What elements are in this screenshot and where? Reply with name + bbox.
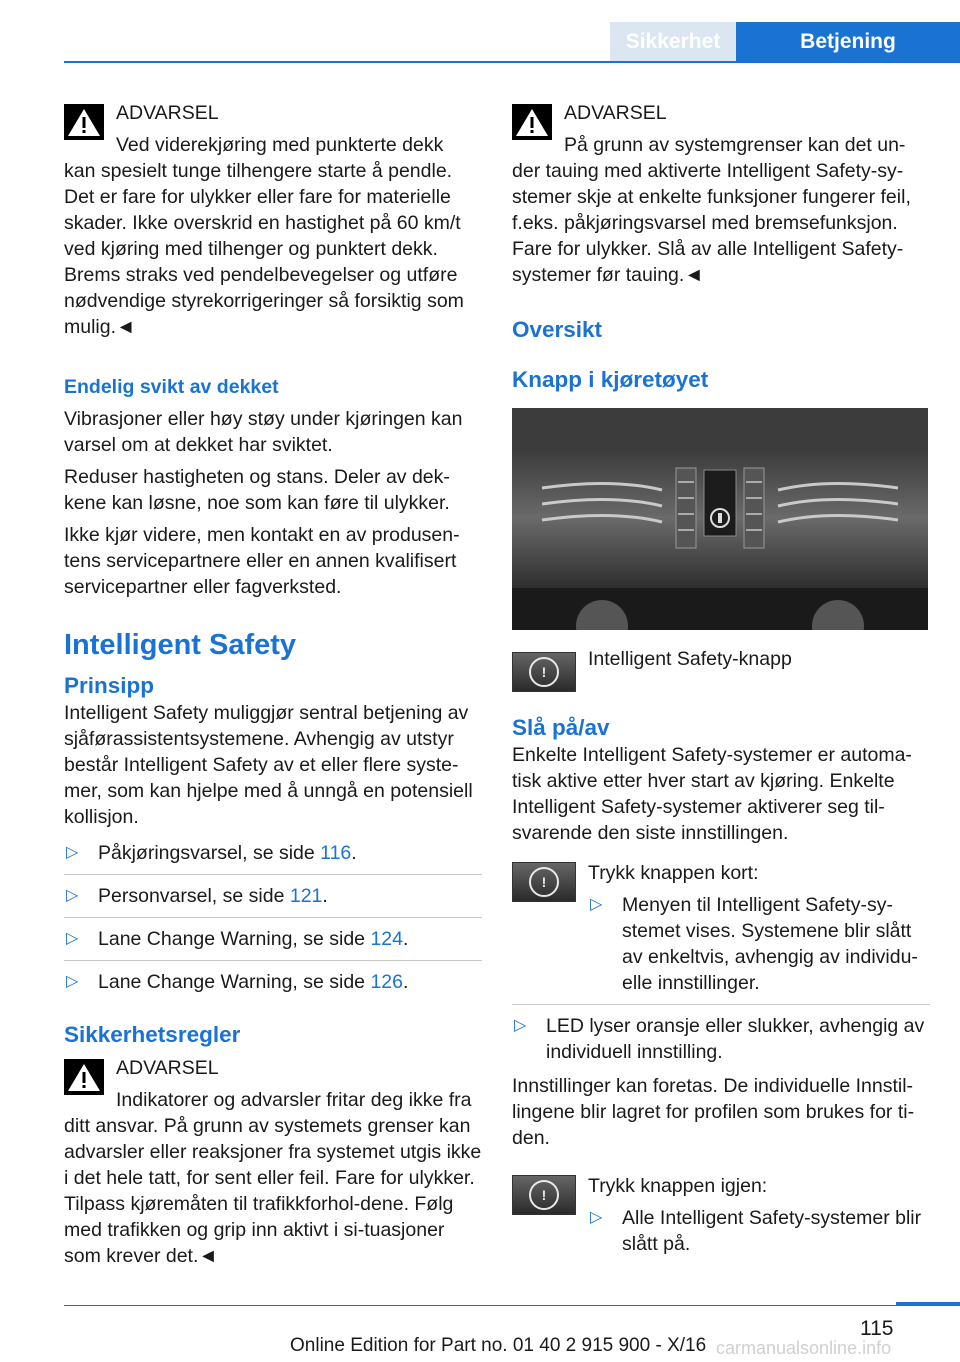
press-again-block <box>512 1173 930 1257</box>
page-link[interactable]: 121 <box>289 885 323 907</box>
list-item: ▷ Personvarsel, se side 121. <box>64 883 482 918</box>
on-off-title: Slå på/av <box>512 715 610 740</box>
bullet-triangle-icon: ▷ <box>66 973 79 990</box>
bullet-triangle-icon: ▷ <box>514 1017 527 1034</box>
failure-paragraph-1: Vibrasjoner eller høy støy under kjøringen kan varsel om at dekket har sviktet. <box>64 408 463 456</box>
warning-first-line: Ved viderekjøring med punkterte dekk <box>116 134 444 156</box>
list-item: ▷ Menyen til Intelligent Safety-sy-stemet vises. Systemene blir slått av enkeltvis, avhengig av individu-elle innstillinger. <box>590 894 918 994</box>
safety-rules-title: Sikkerhetsregler <box>64 1022 241 1047</box>
principle-text: Intelligent Safety muliggjør sentral betjening av sjåførassistentsystemene. Avhengig av utstyr består Intelligent Safety av et eller flere syste-mer, som kan hjelpe med å unngå en potensiell kollisjon. <box>64 702 473 828</box>
failure-heading: Endelig svikt av dekket <box>64 376 279 398</box>
warning-block-responsibility <box>64 1055 482 1269</box>
list-item: ▷ LED lyser oransje eller slukker, avhengig av individuell innstilling. <box>514 1015 925 1063</box>
bullet-triangle-icon: ▷ <box>66 887 79 904</box>
overview-title: Oversikt <box>512 317 603 342</box>
page-link[interactable]: 124 <box>370 928 403 950</box>
section-title: Intelligent Safety <box>64 629 297 661</box>
list-item: ▷ Alle Intelligent Safety-systemer blir slått på. <box>590 1207 922 1255</box>
reference-list <box>64 840 482 995</box>
warning-first-line: Indikatorer og advarsler fritar deg ikke fra <box>116 1089 472 1111</box>
warning-text: kan spesielt tunge tilhengere starte å pendle. Det er fare for ulykker eller fare for materielle skader. Ikke overskrid en hastighet på 60 km/t ved kjøring med tilhenger og punktert dekk. Brems straks ved pendelbevegelser og utføre nødvendige styrekorrigeringer så forsiktig som mulig.◄ <box>64 160 464 338</box>
warning-title: ADVARSEL <box>564 102 667 124</box>
button-legend <box>512 646 930 690</box>
failure-paragraph-3: Ikke kjør videre, men kontakt en av produsen-tens servicepartnere eller en annen kvalifisert servicepartner eller fagverksted. <box>64 524 460 598</box>
bullet-triangle-icon: ▷ <box>66 930 79 947</box>
failure-paragraph-2: Reduser hastigheten og stans. Deler av dek-kene kan løsne, noe som kan føre til ulykker. <box>64 466 450 514</box>
warning-title: ADVARSEL <box>116 102 219 124</box>
footer-divider <box>64 1305 896 1306</box>
page-header <box>0 0 960 62</box>
principle-title: Prinsipp <box>64 673 155 698</box>
intelligent-safety-button-icon: ! <box>512 862 576 902</box>
button-location-title: Knapp i kjøretøyet <box>512 367 709 392</box>
tab-sikkerhet[interactable]: Sikkerhet <box>610 22 736 62</box>
list-item: ▷ Lane Change Warning, se side 126. <box>66 971 409 993</box>
footer-accent <box>896 1302 960 1306</box>
warning-title: ADVARSEL <box>116 1057 219 1079</box>
on-off-text: Enkelte Intelligent Safety-systemer er automa-tisk aktive etter hver start av kjøring. Enkelte Intelligent Safety-systemer aktiverer seg til-svarende den siste innstillingen. <box>512 744 912 844</box>
page-number: 115 <box>860 1317 894 1340</box>
list-item: ▷ Påkjøringsvarsel, se side 116. <box>64 840 482 875</box>
list-item: ▷ Lane Change Warning, se side 124. <box>64 926 482 961</box>
watermark: carmanualsonline.info <box>716 1338 892 1358</box>
warning-text: ditt ansvar. På grunn av systemets grenser kan advarsler eller reaksjoner fra systemet utgis ikke i det hele tatt, for sent eller feil. Fare for ulykker. Tilpass kjøremåten til trafikkforhol-dene. Følg med trafikken og grip inn aktivt i si-tuasjoner som krever det.◄ <box>64 1115 482 1267</box>
button-caption: Intelligent Safety-knapp <box>588 648 792 670</box>
press-short-block <box>512 860 930 996</box>
intelligent-safety-button-icon: ! <box>512 1175 576 1215</box>
tab-betjening[interactable]: Betjening <box>736 22 960 62</box>
warning-triangle-icon <box>512 104 552 140</box>
warning-block-trailer <box>64 100 482 340</box>
warning-block-towing <box>512 100 930 288</box>
warning-first-line: På grunn av systemgrenser kan det un- <box>564 134 906 156</box>
press-again-label: Trykk knappen igjen: <box>588 1175 768 1197</box>
warning-text: der tauing med aktiverte Intelligent Safety-sy-stemer skje at enkelte funksjoner fungerer feil, f.eks. påkjøringsvarsel med bremsefunksjon. Fare for ulykker. Slå av alle Intelligent Safety-systemer før tauing.◄ <box>512 160 911 286</box>
dashboard-photo <box>512 408 928 630</box>
warning-triangle-icon <box>64 1059 104 1095</box>
led-divider <box>512 1004 930 1065</box>
left-column <box>64 100 482 1269</box>
bullet-triangle-icon: ▷ <box>590 896 603 913</box>
settings-text: Innstillinger kan foretas. De individuelle Innstil-lingene blir lagret for profilen som brukes for ti-den. <box>512 1075 915 1149</box>
bullet-triangle-icon: ▷ <box>590 1209 603 1226</box>
edition-note: Online Edition for Part no. 01 40 2 915 900 - X/16 <box>290 1335 707 1356</box>
bullet-triangle-icon: ▷ <box>66 844 79 861</box>
page-link[interactable]: 116 <box>320 842 352 864</box>
right-column <box>512 100 930 1257</box>
header-divider <box>64 61 960 63</box>
page-link[interactable]: 126 <box>370 971 403 993</box>
warning-triangle-icon <box>64 104 104 140</box>
press-short-label: Trykk knappen kort: <box>588 862 759 884</box>
intelligent-safety-button-icon: ! <box>512 652 576 692</box>
